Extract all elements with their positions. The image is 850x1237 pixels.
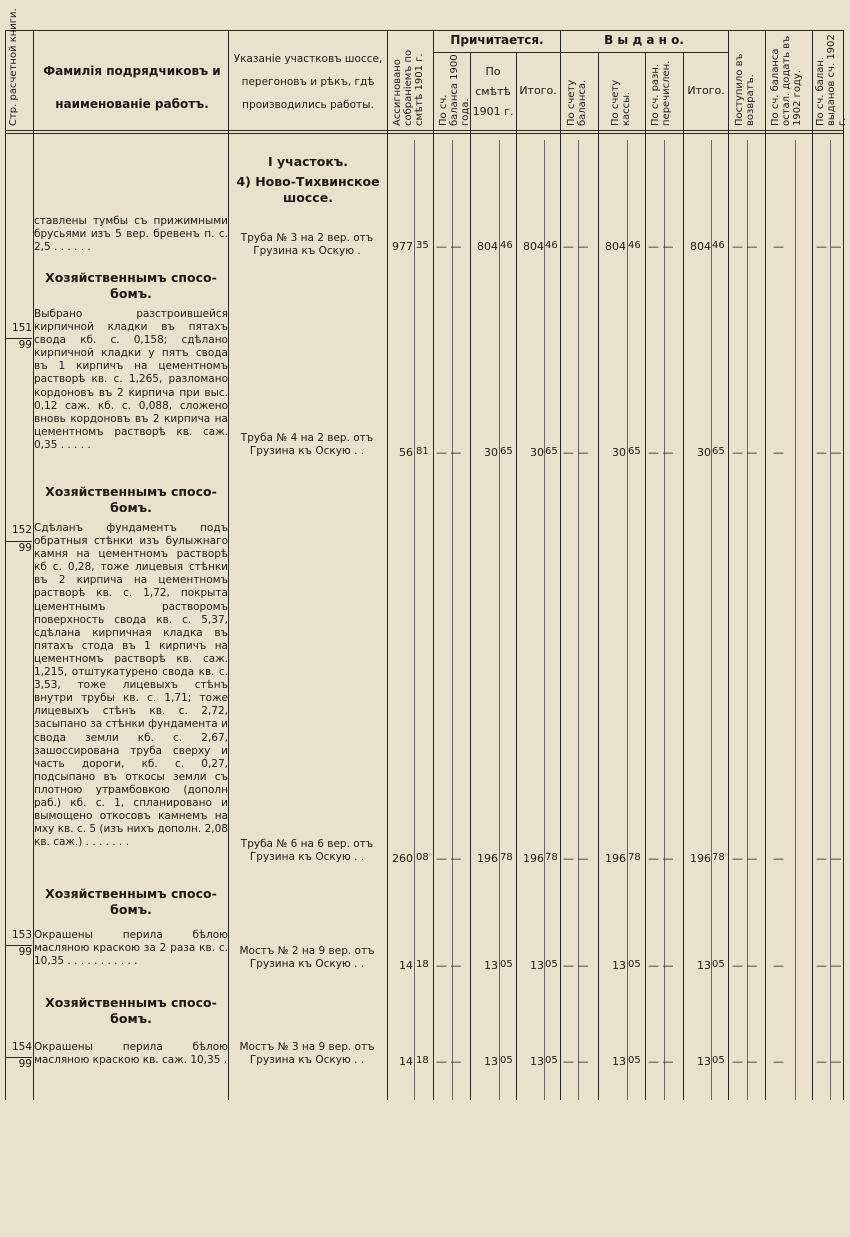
amount-due-est-r: 804 [477,240,498,253]
amount-due-tot-r: 804 [523,240,544,253]
method-heading: Хозяйственнымъ спосо-бомъ. [45,270,217,301]
amount-iss-transfer: — — [648,959,674,972]
row-location: Труба № 6 на 6 вер. отъ Грузина къ Оскую . . [240,838,374,863]
amount-returned: — — [732,446,758,459]
row-ref: 152 [11,524,32,536]
header-due-estimate: По смѣтѣ 1901 г. [472,65,514,118]
rule [414,140,415,1100]
amount-due-tot-k: 46 [545,240,558,251]
amount-iss-cash-k: 05 [628,1055,641,1066]
amount-iss-balance: — — [563,446,589,459]
rule [5,133,843,134]
row-description: Выбрано разстроившейся кирпичной кладки въ пятахъ свода кб. с. 0,158; сдѣлано кирпичной кладки у пятъ свода въ 1 кирпичъ на цементномъ растворѣ кв. с. 1,265, разломано кордоновъ въ 2 кирпича при выс. 0,12 саж. кб. с. 0,088, сложено вновь кордоновъ въ 2 кирпича на цементномъ растворѣ кв. саж. 0,35 . . . . . [34,308,228,451]
amount-due-est-r: 13 [484,1055,498,1068]
method-heading: Хозяйственнымъ спосо-бомъ. [45,886,217,917]
rule [812,30,813,1100]
row-location: Мостъ № 2 на 9 вер. отъ Грузина къ Оскую . . [239,945,375,970]
rule [433,52,728,53]
header-issued-group: В ы д а н о. [604,33,684,47]
amount-remain: — [773,446,784,459]
row-location: Мостъ № 3 на 9 вер. отъ Грузина къ Оскую . . [239,1041,375,1066]
rule [645,52,646,1100]
rule [544,140,545,1100]
amount-iss-cash-k: 46 [628,240,641,251]
header-iss-cash: По счету кассы. [610,79,632,126]
row-ref-sub: 99 [6,945,32,958]
row-ref: 154 [11,1041,32,1053]
amount-due-est-r: 196 [477,852,498,865]
header-iss-total: Итого. [687,84,725,97]
header-sections: Указаніе участковъ шоссе, перегоновъ и рѣкъ, гдѣ производились работы. [233,53,383,111]
amount-due-est-k: 65 [500,446,513,457]
amount-due-est-k: 05 [500,959,513,970]
amount-assigned-k: 81 [416,446,429,457]
rule [387,30,388,1100]
row-ref: 151 [11,322,32,334]
amount-assigned-k: 08 [416,852,429,863]
rule [711,140,712,1100]
rule [683,52,684,1100]
amount-iss-cash-r: 196 [605,852,626,865]
rule [578,140,579,1100]
amount-issued-1902: — — [816,1055,842,1068]
amount-due-tot-r: 13 [530,959,544,972]
rule [843,30,844,1100]
amount-issued-1902: — — [816,852,842,865]
amount-assigned-r: 56 [399,446,413,459]
rule [747,140,748,1100]
row-description: Окрашены перила бѣлою масляною краскою за 2 раза кв. с. 10,35 . . . . . . . . . . . [34,929,228,968]
row-ref-sub: 99 [6,1057,32,1070]
amount-iss-tot-k: 05 [712,959,725,970]
amount-iss-tot-r: 804 [690,240,711,253]
amount-due-tot-k: 78 [545,852,558,863]
amount-returned: — — [732,240,758,253]
amount-iss-transfer: — — [648,240,674,253]
amount-iss-balance: — — [563,240,589,253]
amount-due-tot-k: 65 [545,446,558,457]
amount-remain: — [773,240,784,253]
amount-iss-transfer: — — [648,852,674,865]
amount-due-balance: — — [436,1055,462,1068]
rule [560,30,561,1100]
amount-iss-tot-r: 196 [690,852,711,865]
header-issued-1902: По сч. балан. выданов сч. 1902 г. [815,34,848,126]
amount-due-tot-k: 05 [545,959,558,970]
header-iss-transfer: По сч. разн. перечислен. [650,60,672,126]
rule [499,140,500,1100]
amount-iss-cash-k: 05 [628,959,641,970]
row-ref-sub: 99 [6,338,32,351]
amount-assigned-r: 260 [392,852,413,865]
amount-due-est-k: 46 [500,240,513,251]
amount-issued-1902: — — [816,959,842,972]
section-title: I участокъ. [267,154,349,169]
rule [5,130,843,131]
amount-due-est-k: 78 [500,852,513,863]
amount-remain: — [773,852,784,865]
amount-assigned-r: 14 [399,959,413,972]
header-due-total: Итого. [519,84,557,97]
amount-due-tot-r: 196 [523,852,544,865]
rule [765,30,766,1100]
rule [516,52,517,1100]
amount-iss-cash-r: 30 [612,446,626,459]
row-location: Труба № 3 на 2 вер. отъ Грузина къ Оскую . [240,232,374,257]
amount-due-balance: — — [436,852,462,865]
rule [728,30,729,1100]
amount-due-est-r: 13 [484,959,498,972]
amount-iss-balance: — — [563,1055,589,1068]
amount-iss-transfer: — — [648,446,674,459]
rule [598,52,599,1100]
amount-due-tot-r: 13 [530,1055,544,1068]
amount-returned: — — [732,1055,758,1068]
rule [664,140,665,1100]
amount-due-est-k: 05 [500,1055,513,1066]
amount-remain: — [773,1055,784,1068]
amount-iss-tot-k: 46 [712,240,725,251]
method-heading: Хозяйственнымъ спосо-бомъ. [45,484,217,515]
amount-iss-balance: — — [563,852,589,865]
amount-iss-cash-r: 804 [605,240,626,253]
amount-assigned-k: 18 [416,1055,429,1066]
amount-assigned-k: 35 [416,240,429,251]
amount-due-balance: — — [436,446,462,459]
amount-iss-cash-r: 13 [612,1055,626,1068]
row-description: ставлены тумбы съ прижимными брусьями изъ 5 вер. бревенъ п. с. 2,5 . . . . . . [34,215,228,254]
amount-due-balance: — — [436,240,462,253]
amount-issued-1902: — — [816,446,842,459]
row-ref: 153 [11,929,32,941]
amount-due-tot-r: 30 [530,446,544,459]
amount-assigned-r: 977 [392,240,413,253]
header-due-group: Причитается. [450,33,544,47]
amount-iss-tot-k: 05 [712,1055,725,1066]
amount-due-est-r: 30 [484,446,498,459]
rule [452,140,453,1100]
amount-returned: — — [732,852,758,865]
row-location: Труба № 4 на 2 вер. отъ Грузина къ Оскую . . [240,432,374,457]
amount-iss-tot-k: 78 [712,852,725,863]
header-assigned: Ассигновано собраніемъ по смѣтѣ 1901 г. [392,49,425,126]
amount-iss-transfer: — — [648,1055,674,1068]
amount-issued-1902: — — [816,240,842,253]
section-subtitle: 4) Ново-Тихвинское шоссе. [236,174,380,205]
amount-iss-tot-r: 13 [697,959,711,972]
amount-iss-cash-k: 78 [628,852,641,863]
amount-remain: — [773,959,784,972]
header-due-balance: По сч. баланса 1900 года. [438,54,471,126]
header-remain-1902: По сч. баланса остал. додать въ 1902 году. [770,35,803,126]
rule [627,140,628,1100]
header-book-page: Стр. расчетной книги. [8,8,19,126]
rule [470,52,471,1100]
amount-iss-tot-r: 13 [697,1055,711,1068]
rule [228,30,229,1100]
rule [830,140,831,1100]
amount-iss-tot-k: 65 [712,446,725,457]
amount-iss-cash-k: 65 [628,446,641,457]
header-contractors: Фамилія подрядчиковъ и наименованіе работъ. [43,64,221,111]
amount-due-tot-k: 05 [545,1055,558,1066]
rule [5,30,843,31]
amount-iss-tot-r: 30 [697,446,711,459]
header-returned: Поступило въ возвратъ. [734,53,756,126]
method-heading: Хозяйственнымъ спосо-бомъ. [45,995,217,1026]
row-ref-sub: 99 [6,541,32,554]
header-iss-balance: По счету баланса. [566,79,588,126]
amount-assigned-k: 18 [416,959,429,970]
amount-iss-cash-r: 13 [612,959,626,972]
amount-iss-balance: — — [563,959,589,972]
amount-due-balance: — — [436,959,462,972]
rule [433,30,434,1100]
rule [795,140,796,1100]
amount-assigned-r: 14 [399,1055,413,1068]
row-description: Сдѣланъ фундаментъ подъ обратныя стѣнки изъ булыжнаго камня на цементномъ растворѣ кб с. 0,28, тоже лицевыя стѣнки въ 2 кирпича на цементномъ растворѣ кв. с. 1,72, покрыта цементнымъ растворомъ поверхность свода кв. с. 5,37, сдѣлана кирпичная кладка въ пятахъ стода въ 1 кирпичъ на цементномъ растворѣ кв. саж. 1,215, отштукатурено свода кв. с. 3,53, тоже лицевыхъ стѣнъ внутри трубы кв. с. 1,71; тоже лицевыхъ стѣнъ кв. с. 2,72, засыпано за стѣнки фундамента и свода земли кб. с. 2,67, зашоссирована труба сверху и часть дороги, кб. с. 0,27, подсыпано въ откосы земли съ плотною утрамбовкою (дополн раб.) кб. с. 1, спланировано и вымощено откосовъ камнемъ на мху кв. с. 5 (изъ нихъ дополн. 2,08 кв. саж.) . . . . . . . [34,522,228,849]
row-description: Окрашены перила бѣлою масляною краскою кв. саж. 10,35 . [34,1041,228,1067]
amount-returned: — — [732,959,758,972]
